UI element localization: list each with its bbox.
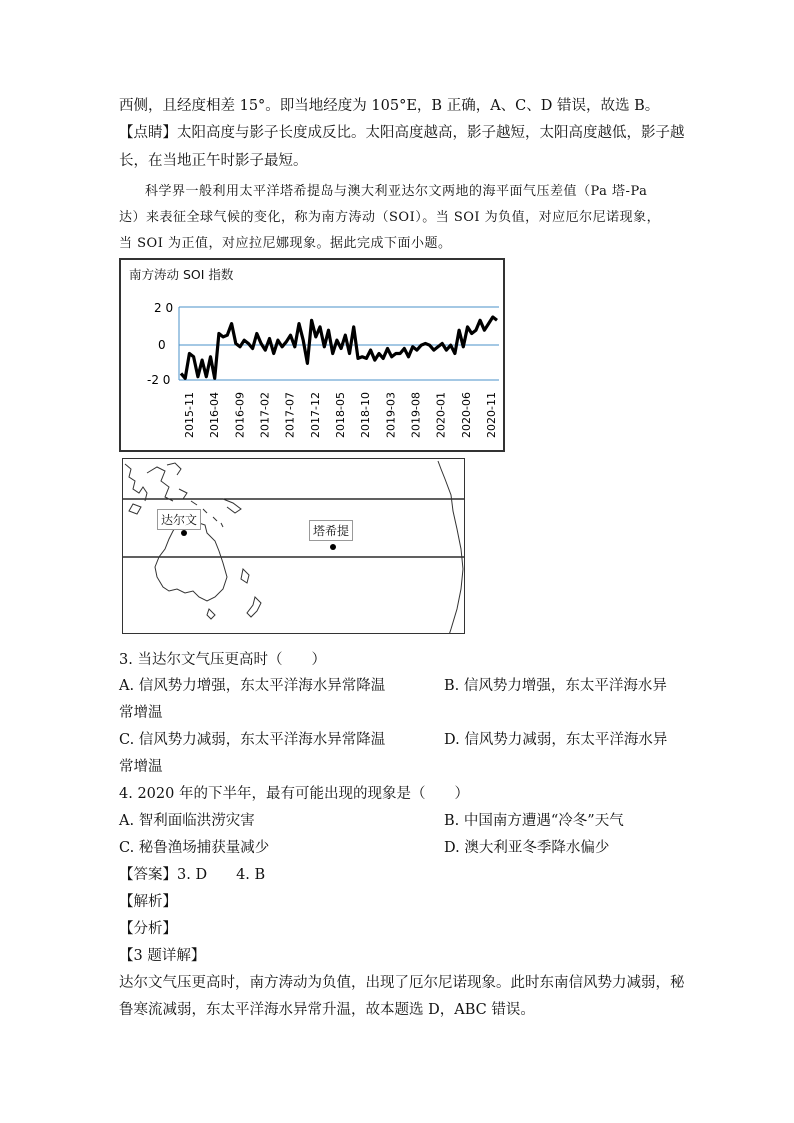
text-line-1: 西侧，且经度相差 15°。即当地经度为 105°E，B 正确，A、C、D 错误，故选 B。 xyxy=(119,98,660,114)
analysis-sub-heading: 【分析】 xyxy=(119,921,177,937)
question-3: 3. 当达尔文气压更高时（ ） xyxy=(119,652,326,668)
q4-option-a: A. 智利面临洪涝灾害 xyxy=(119,813,255,829)
tip-line-1: 【点睛】太阳高度与影子长度成反比。太阳高度越高，影子越短，太阳高度越低，影子越 xyxy=(119,125,685,141)
q3-option-b: B. 信风势力增强，东太平洋海水异 xyxy=(444,678,667,694)
x-tick-label: 2020-11 xyxy=(485,392,498,438)
explanation-line-1: 达尔文气压更高时，南方涛动为负值，出现了厄尔尼诺现象。此时东南信风势力减弱，秘 xyxy=(119,975,685,991)
tahiti-label: 塔希提 xyxy=(309,520,353,541)
soi-series-line xyxy=(181,317,497,378)
x-tick-label: 2016-04 xyxy=(208,392,222,438)
y-tick-top: 2 0 xyxy=(154,301,174,315)
q4-option-c: C. 秘鲁渔场捕获量减少 xyxy=(119,840,270,856)
q3-option-a: A. 信风势力增强，东太平洋海水异常降温 xyxy=(119,678,386,694)
pacific-map xyxy=(122,458,465,634)
soi-chart xyxy=(119,258,505,452)
x-tick-label: 2015-11 xyxy=(183,392,196,438)
x-tick-label: 2017-02 xyxy=(258,392,272,438)
stem-line-3: 当 SOI 为正值，对应拉尼娜现象。据此完成下面小题。 xyxy=(119,236,452,251)
q4-option-d: D. 澳大利亚冬季降水偏少 xyxy=(444,840,610,856)
x-tick-label: 2018-05 xyxy=(334,392,347,438)
y-tick-bottom: -2 0 xyxy=(147,373,171,387)
tahiti-point xyxy=(330,544,336,550)
q3-detail-heading: 【3 题详解】 xyxy=(119,948,206,964)
q4-option-b: B. 中国南方遭遇“冷冬”天气 xyxy=(444,813,624,829)
coastline xyxy=(125,461,463,634)
tip-line-2: 长，在当地正午时影子最短。 xyxy=(119,153,308,169)
x-tick-label: 2016-09 xyxy=(233,392,247,438)
stem-line-1: 科学界一般利用太平洋塔希提岛与澳大利亚达尔文两地的海平面气压差值（Pa 塔-Pa xyxy=(145,184,648,199)
darwin-label: 达尔文 xyxy=(157,509,201,530)
analysis-heading: 【解析】 xyxy=(119,894,177,910)
explanation-line-2: 鲁寒流减弱，东太平洋海水异常升温，故本题选 D，ABC 错误。 xyxy=(119,1002,535,1018)
x-tick-label: 2019-03 xyxy=(384,392,398,438)
q3-option-d: D. 信风势力减弱，东太平洋海水异 xyxy=(444,732,668,748)
stem-line-2: 达）来表征全球气候的变化，称为南方涛动（SOI）。当 SOI 为负值，对应厄尔尼诺现象， xyxy=(119,210,661,225)
q3-option-c: C. 信风势力减弱，东太平洋海水异常降温 xyxy=(119,732,386,748)
map-svg xyxy=(123,459,465,634)
darwin-point xyxy=(181,530,187,536)
x-tick-label: 2017-12 xyxy=(308,392,322,438)
soi-chart-svg xyxy=(121,260,503,450)
q3-option-b-cont: 常增温 xyxy=(119,705,163,721)
y-tick-zero: 0 xyxy=(158,338,166,352)
question-4: 4. 2020 年的下半年，最有可能出现的现象是（ ） xyxy=(119,786,469,802)
x-tick-label: 2020-06 xyxy=(459,392,473,438)
q3-option-d-cont: 常增温 xyxy=(119,759,163,775)
chart-title: 南方涛动 SOI 指数 xyxy=(129,267,234,282)
x-tick-label: 2017-07 xyxy=(283,392,297,438)
x-tick-label: 2020-01 xyxy=(434,392,448,438)
answer-line: 【答案】3. D 4. B xyxy=(119,867,266,883)
x-tick-label: 2018-10 xyxy=(359,392,373,438)
x-tick-label: 2019-08 xyxy=(409,392,423,438)
